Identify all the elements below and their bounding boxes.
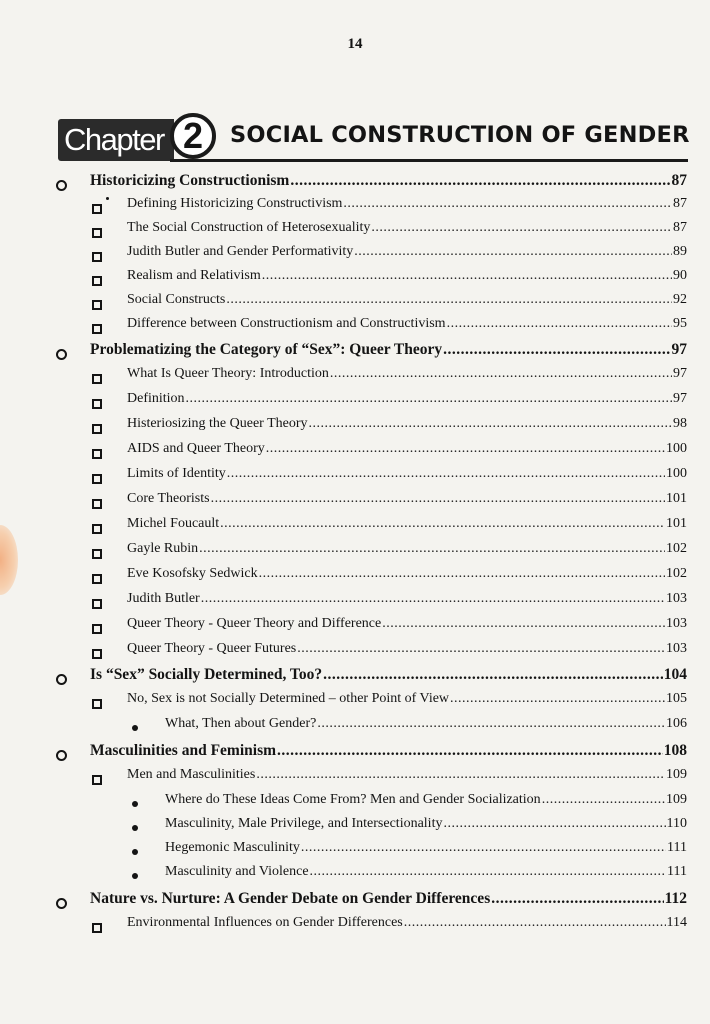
leader-dots	[354, 244, 672, 260]
item-title: The Social Construction of Heterosexuality	[127, 220, 371, 235]
chapter-title: SOCIAL CONSTRUCTION OF GENDER	[230, 122, 690, 148]
item-title: Judith Butler	[127, 591, 200, 606]
leader-dots	[290, 172, 670, 190]
item-page: 95	[673, 316, 687, 331]
section-page: 87	[671, 172, 687, 189]
checkbox-icon	[92, 449, 102, 459]
subitem-page: 111	[667, 840, 687, 855]
item-page: 89	[673, 244, 687, 259]
toc-subitem[interactable]	[165, 840, 687, 864]
item-title: Eve Kosofsky Sedwick	[127, 566, 258, 581]
chapter-underline	[170, 159, 688, 162]
item-title: Histeriosizing the Queer Theory	[127, 416, 308, 431]
toc-item[interactable]	[127, 767, 687, 791]
item-title: Queer Theory - Queer Theory and Difference	[127, 616, 382, 631]
checkbox-icon	[92, 524, 102, 534]
item-page: 102	[666, 566, 687, 581]
leader-dots	[201, 591, 665, 607]
section-title: Masculinities and Feminism	[90, 742, 277, 759]
item-page: 102	[666, 541, 687, 556]
toc-item[interactable]	[127, 196, 687, 220]
item-title: No, Sex is not Socially Determined – other Point of View	[127, 691, 450, 706]
item-page: 92	[673, 292, 687, 307]
leader-dots	[309, 416, 672, 432]
subitem-page: 111	[667, 864, 687, 879]
toc-item[interactable]	[127, 391, 687, 415]
toc-item[interactable]	[127, 292, 687, 316]
section-bullet-icon	[56, 180, 67, 191]
item-page: 98	[673, 416, 687, 431]
leader-dots	[297, 641, 665, 657]
toc-item[interactable]	[127, 516, 687, 540]
section-title: Is “Sex” Socially Determined, Too?	[90, 666, 323, 683]
bullet-dot-icon	[132, 801, 138, 807]
mark-dot-icon	[106, 197, 109, 200]
item-page: 90	[673, 268, 687, 283]
section-page: 97	[671, 341, 687, 358]
leader-dots	[450, 691, 665, 707]
toc-section[interactable]	[90, 890, 687, 914]
item-title: Environmental Influences on Gender Differences	[127, 915, 403, 930]
leader-dots	[256, 767, 665, 783]
leader-dots	[323, 666, 663, 684]
bullet-dot-icon	[132, 849, 138, 855]
toc-item[interactable]	[127, 691, 687, 715]
bullet-dot-icon	[132, 725, 138, 731]
item-title: Judith Butler and Gender Performativity	[127, 244, 354, 259]
section-bullet-icon	[56, 750, 67, 761]
toc-section[interactable]	[90, 172, 687, 196]
leader-dots	[310, 864, 666, 880]
toc-subitem[interactable]	[165, 792, 687, 816]
page-stain	[0, 525, 18, 595]
leader-dots	[542, 792, 665, 808]
subitem-page: 106	[666, 716, 687, 731]
checkbox-icon	[92, 474, 102, 484]
item-title: Social Constructs	[127, 292, 226, 307]
leader-dots	[447, 316, 672, 332]
checkbox-icon	[92, 923, 102, 933]
checkbox-icon	[92, 276, 102, 286]
leader-dots	[330, 366, 672, 382]
leader-dots	[317, 716, 665, 732]
toc-section[interactable]	[90, 341, 687, 365]
item-page: 103	[666, 641, 687, 656]
toc-subitem[interactable]	[165, 816, 687, 840]
item-title: Gayle Rubin	[127, 541, 199, 556]
checkbox-icon	[92, 599, 102, 609]
toc-subitem[interactable]	[165, 716, 687, 740]
item-page: 103	[666, 591, 687, 606]
item-title: Definition	[127, 391, 185, 406]
toc-item[interactable]	[127, 268, 687, 292]
section-title: Problematizing the Category of “Sex”: Queer Theory	[90, 341, 443, 358]
leader-dots	[301, 840, 666, 856]
leader-dots	[262, 268, 672, 284]
item-title: Difference between Constructionism and Constructivism	[127, 316, 446, 331]
section-title: Nature vs. Nurture: A Gender Debate on Gender Differences	[90, 890, 491, 907]
item-title: Realism and Relativism	[127, 268, 261, 283]
subitem-title: Masculinity and Violence	[165, 864, 309, 879]
section-page: 108	[663, 742, 687, 759]
subitem-title: What, Then about Gender?	[165, 716, 317, 731]
item-title: Limits of Identity	[127, 466, 226, 481]
item-page: 87	[673, 196, 687, 211]
checkbox-icon	[92, 624, 102, 634]
toc-item[interactable]	[127, 366, 687, 390]
leader-dots	[443, 816, 665, 832]
leader-dots	[186, 391, 672, 407]
checkbox-icon	[92, 252, 102, 262]
bullet-dot-icon	[132, 873, 138, 879]
leader-dots	[382, 616, 665, 632]
leader-dots	[211, 491, 665, 507]
page-number: 14	[347, 36, 363, 52]
leader-dots	[277, 742, 663, 760]
checkbox-icon	[92, 399, 102, 409]
item-page: 105	[666, 691, 687, 706]
checkbox-icon	[92, 204, 102, 214]
checkbox-icon	[92, 699, 102, 709]
section-bullet-icon	[56, 349, 67, 360]
leader-dots	[404, 915, 666, 931]
subitem-title: Where do These Ideas Come From? Men and Gender Socialization	[165, 792, 541, 807]
item-page: 109	[666, 767, 687, 782]
toc-item[interactable]	[127, 616, 687, 640]
item-page: 114	[666, 915, 687, 930]
checkbox-icon	[92, 574, 102, 584]
item-page: 101	[666, 516, 687, 531]
checkbox-icon	[92, 549, 102, 559]
leader-dots	[491, 890, 663, 908]
checkbox-icon	[92, 424, 102, 434]
toc-item[interactable]	[127, 566, 687, 590]
leader-dots	[371, 220, 672, 236]
item-title: Michel Foucault	[127, 516, 220, 531]
toc-subitem[interactable]	[165, 864, 687, 888]
item-page: 103	[666, 616, 687, 631]
section-page: 112	[664, 890, 687, 907]
toc-item[interactable]	[127, 244, 687, 268]
leader-dots	[226, 292, 672, 308]
item-title: AIDS and Queer Theory	[127, 441, 265, 456]
subitem-page: 110	[666, 816, 687, 831]
bullet-dot-icon	[132, 825, 138, 831]
subitem-title: Hegemonic Masculinity	[165, 840, 300, 855]
item-title: Core Theorists	[127, 491, 210, 506]
leader-dots	[266, 441, 665, 457]
toc-item[interactable]	[127, 316, 687, 340]
checkbox-icon	[92, 374, 102, 384]
chapter-label: Chapter	[58, 119, 174, 161]
checkbox-icon	[92, 499, 102, 509]
toc-section[interactable]	[90, 666, 687, 690]
item-page: 97	[673, 391, 687, 406]
checkbox-icon	[92, 228, 102, 238]
chapter-number: 2	[170, 113, 216, 159]
subitem-title: Masculinity, Male Privilege, and Intersectionality	[165, 816, 443, 831]
item-page: 101	[666, 491, 687, 506]
chapter-header	[58, 113, 688, 165]
toc-item[interactable]	[127, 441, 687, 465]
item-title: Men and Masculinities	[127, 767, 256, 782]
section-bullet-icon	[56, 674, 67, 685]
toc-item[interactable]	[127, 641, 687, 665]
toc-item[interactable]	[127, 416, 687, 440]
item-page: 100	[666, 441, 687, 456]
subitem-page: 109	[666, 792, 687, 807]
item-page: 100	[666, 466, 687, 481]
item-title: Defining Historicizing Constructivism	[127, 196, 343, 211]
leader-dots	[343, 196, 672, 212]
leader-dots	[199, 541, 665, 557]
leader-dots	[227, 466, 665, 482]
toc-item[interactable]	[127, 491, 687, 515]
checkbox-icon	[92, 324, 102, 334]
toc-item[interactable]	[127, 220, 687, 244]
toc-item[interactable]	[127, 915, 687, 939]
item-page: 87	[673, 220, 687, 235]
item-page: 97	[673, 366, 687, 381]
leader-dots	[259, 566, 665, 582]
section-page: 104	[663, 666, 687, 683]
checkbox-icon	[92, 300, 102, 310]
checkbox-icon	[92, 775, 102, 785]
item-title: What Is Queer Theory: Introduction	[127, 366, 329, 381]
toc-item[interactable]	[127, 466, 687, 490]
toc-section[interactable]	[90, 742, 687, 766]
section-bullet-icon	[56, 898, 67, 909]
toc-item[interactable]	[127, 541, 687, 565]
section-title: Historicizing Constructionism	[90, 172, 290, 189]
checkbox-icon	[92, 649, 102, 659]
item-title: Queer Theory - Queer Futures	[127, 641, 297, 656]
leader-dots	[443, 341, 670, 359]
toc-item[interactable]	[127, 591, 687, 615]
leader-dots	[220, 516, 665, 532]
